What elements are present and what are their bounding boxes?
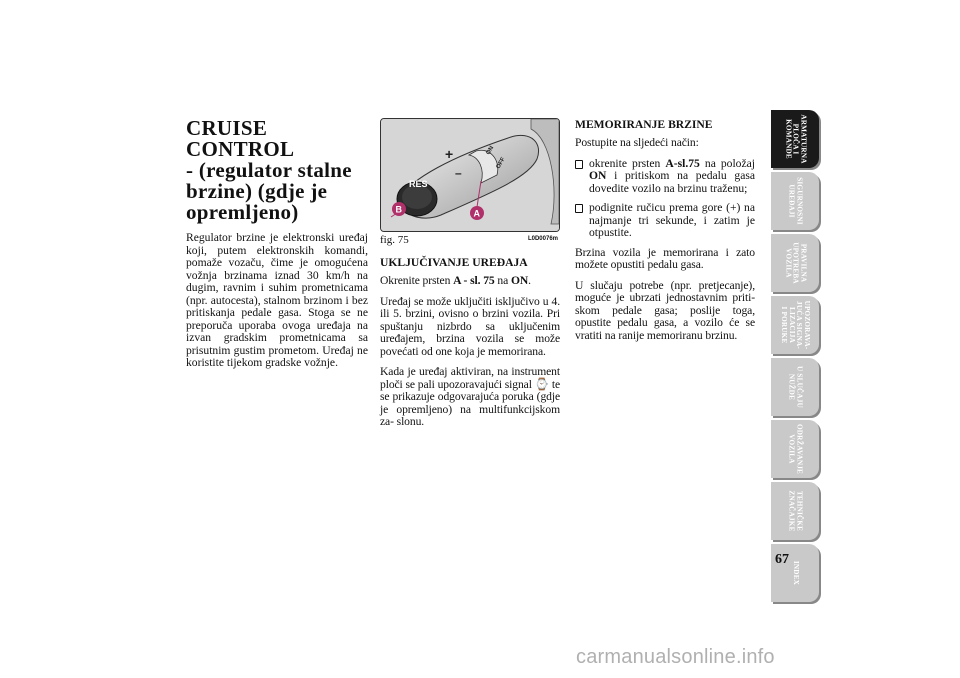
checkbox-bullet-icon <box>575 202 589 240</box>
intro-line: vožnja brzinama iznad 30 km/h na <box>186 268 368 282</box>
overtaking-paragraph: U slučaju potrebe (npr. pretjecanje), moguće je ubrzati jednostavnim priti- skom pedale gasa; poslije toga, opustite pedalu gasa, a vozilo će se vratiti na ranije memoriranu brzinu. <box>575 278 755 342</box>
text-run: okrenite prsten <box>589 156 666 170</box>
text-run: na <box>494 274 511 287</box>
chapter-tab[interactable] <box>771 110 819 168</box>
chapter-tab-label: ARMATURNA PLOČA I KOMANDE <box>784 114 808 164</box>
gear-note-paragraph: Uređaj se može uključiti isključivo u 4. ili 5. brzini, ovisno o brzini vozila. Pri spuštanju nizbrdo sa uključenim uređajem, brzina vozila se može povećati od one koja je memorirana. <box>380 294 560 358</box>
chapter-tab[interactable] <box>771 420 819 478</box>
figure-cruise-control-stalk <box>380 118 560 232</box>
figure-caption-row <box>380 234 560 248</box>
intro-paragraph <box>186 232 368 370</box>
title-line: CRUISE CONTROL <box>186 116 295 161</box>
intro-line: koji, putem elektronskih komandi, <box>186 243 368 257</box>
text-run: Okrenite prsten <box>380 274 454 287</box>
chapter-tab-label: UPOZORAVA- JUĆA SIGNA- LIZACIJA I PORUKE <box>780 300 812 350</box>
intro-line: preporuča uporaba ovoga uređaja na <box>186 318 368 332</box>
list-item <box>575 158 755 196</box>
activation-instruction <box>380 275 560 288</box>
left-column <box>186 118 368 370</box>
chapter-tab-label: ODRŽAVANJE VOZILA <box>788 423 804 475</box>
middle-column <box>380 118 560 437</box>
intro-line: dugim, ravnim i suhim prometnicama <box>186 281 368 294</box>
intro-line: prisutnim gustim prometom. Uređaj ne <box>186 343 368 357</box>
callout-b-label: B <box>395 204 402 215</box>
intro-line: izvan gradskim prometnicama sa <box>186 331 368 344</box>
procedure-intro: Postupite na sljedeći način: <box>575 136 699 149</box>
plus-marking: + <box>445 146 454 162</box>
title-line: - (regulator stalne <box>186 158 352 182</box>
text-run: i pritiskom na pedalu gasa dovedite vozilo na brzinu traženu; <box>589 169 755 195</box>
chapter-tab-label: U SLUČAJU NUŽDE <box>788 366 804 408</box>
heading-memorize: MEMORIRANJE BRZINE <box>575 118 713 131</box>
res-button-label: RES <box>409 179 428 189</box>
title-line: brzine) (gdje je <box>186 179 328 203</box>
minus-marking: – <box>455 166 462 180</box>
chapter-tab-label: SIGURNOSNI UREĐAJI <box>788 177 804 225</box>
chapter-tab[interactable] <box>771 358 819 416</box>
chapter-tab-label: PRAVILNA UPOTREBA VOZILA <box>784 242 808 284</box>
intro-line: pomaže vozaču, čime je omogućena <box>186 256 368 269</box>
text-run: na položaj <box>699 156 755 170</box>
off-marking: OFF <box>495 156 507 170</box>
list-item-text <box>589 158 755 196</box>
stalk-illustration <box>381 119 559 231</box>
section-title <box>186 118 368 223</box>
text-run: . <box>528 274 531 287</box>
chapter-tab[interactable] <box>771 296 819 354</box>
chapter-tab[interactable] <box>771 172 819 230</box>
on-position: ON <box>510 274 529 287</box>
intro-line: pritiskanja pedale gasa. Stoga se ne <box>186 306 368 319</box>
callout-a-label: A <box>473 208 480 219</box>
figure-caption: fig. 75 <box>380 234 409 246</box>
memorized-paragraph: Brzina vozila je memorirana i zato možete opustiti pedalu gasa. <box>575 245 755 271</box>
intro-line: Regulator brzine je elektronski uređaj <box>186 231 368 244</box>
list-item-text: podignite ručicu prema gore (+) na najmanje tri sekunde, i zatim je otpustite. <box>589 201 755 239</box>
on-position: ON <box>589 169 607 182</box>
intro-line: koristite tijekom gradske vožnje. <box>186 356 338 369</box>
right-column <box>575 118 755 350</box>
title-line: opremljeno) <box>186 200 299 224</box>
chapter-tabs <box>771 110 821 606</box>
watermark: carmanualsonline.info <box>576 646 775 668</box>
figure-code: L0D0076m <box>527 236 558 242</box>
list-item <box>575 202 755 240</box>
chapter-tab-label: TEHNIČKE ZNAČAJKE <box>788 490 804 532</box>
warning-light-paragraph: Kada je uređaj aktiviran, na instrument ploči se pali upozoravajući signal ⌚ te se prikazuje odgovarajuća poruka (gdje je opremljeno) na multifunkcijskom za- slonu. <box>380 365 560 428</box>
on-marking: ON <box>485 145 496 156</box>
page-number: 67 <box>775 552 789 567</box>
figure-reference: A-sl.75 <box>665 156 700 170</box>
chapter-tab-label: INDEX <box>791 560 800 586</box>
figure-reference: A - sl. 75 <box>453 274 495 287</box>
heading-activation: UKLJUČIVANJE UREĐAJA <box>380 256 528 269</box>
chapter-tab[interactable] <box>771 234 819 292</box>
chapter-tab[interactable] <box>771 482 819 540</box>
intro-line: (npr. autocesta), stalnom brzinom i bez <box>186 293 368 307</box>
checkbox-bullet-icon <box>575 158 589 196</box>
